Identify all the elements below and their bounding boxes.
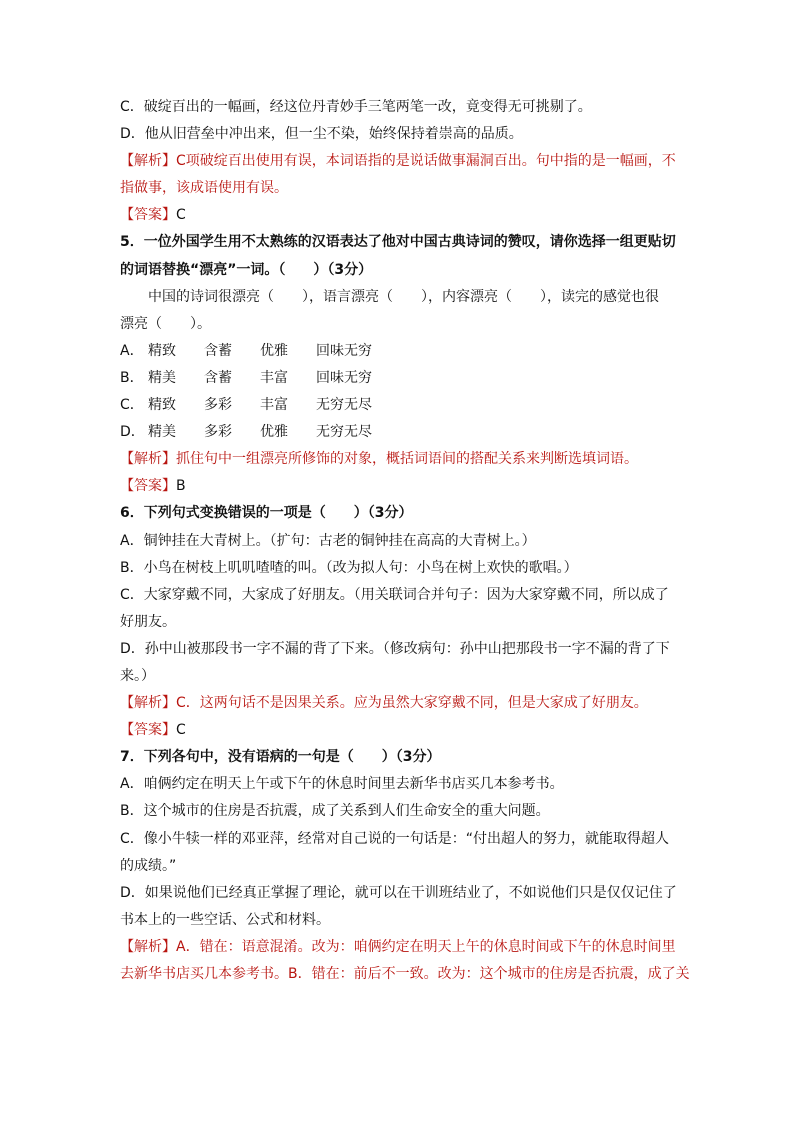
- option-letter: B．: [120, 369, 144, 386]
- analysis-line: 去新华书店买几本参考书。B．错在：前后不一致。改为：这个城市的住房是否抗震，成了关: [120, 966, 690, 982]
- option-word: 多彩: [204, 397, 232, 414]
- option-line: D．如果说他们已经真正掌握了理论，就可以在干训班结业了，不如说他们只是仅仅记住了: [120, 884, 677, 901]
- option-word: 精致: [148, 342, 176, 359]
- analysis-line: [120, 934, 676, 961]
- question-stem: 漂亮（ ）。: [120, 315, 211, 332]
- option-line: A．咱俩约定在明天上午或下午的休息时间里去新华书店买几本参考书。: [120, 776, 564, 793]
- analysis-text: C项破绽百出使用有误，本词语指的是说话做事漏洞百出。句中指的是一幅画，不: [176, 153, 676, 170]
- option-letter: D．: [120, 424, 145, 441]
- option-line: C．破绽百出的一幅画，经这位丹青妙手三笔两笔一改，竟变得无可挑剔了。: [120, 99, 592, 115]
- option-word: 精致: [148, 397, 176, 414]
- answer-text: C: [176, 207, 186, 224]
- analysis-tag: 【解析】: [120, 695, 176, 712]
- option-line: C．像小牛犊一样的邓亚萍，经常对自己说的一句话是：“付出超人的努力，就能取得超人: [120, 830, 670, 847]
- option-word: 无穷无尽: [316, 424, 372, 441]
- analysis-text: C．这两句话不是因果关系。应为虽然大家穿戴不同，但是大家成了好朋友。: [176, 695, 648, 712]
- answer-line: [120, 202, 676, 229]
- analysis-tag: 【解析】: [120, 451, 176, 468]
- option-line: A．铜钟挂在大青树上。（扩句：古老的铜钟挂在高高的大青树上。）: [120, 532, 536, 549]
- option-line: [120, 419, 676, 446]
- option-word: 含蓄: [204, 342, 232, 359]
- option-word: 无穷无尽: [316, 397, 372, 414]
- option-line: [120, 338, 676, 365]
- option-word: 多彩: [204, 424, 232, 441]
- answer-text: B: [176, 478, 186, 495]
- answer-tag: 【答案】: [120, 722, 176, 739]
- option-word: 精美: [148, 369, 176, 386]
- option-word: 丰富: [260, 397, 288, 414]
- document-content: [120, 94, 690, 988]
- analysis-tag: 【解析】: [120, 153, 176, 170]
- analysis-line: [120, 148, 676, 175]
- question-5-cont: 的词语替换“漂亮”一词。（ ）（3分）: [120, 261, 373, 278]
- analysis-text: A．错在：语意混淆。改为：咱俩约定在明天上午的休息时间或下午的休息时间里: [176, 938, 676, 955]
- option-letter: A．: [120, 342, 144, 359]
- analysis-line: 指做事，该成语使用有误。: [120, 180, 288, 197]
- option-line: 好朋友。: [120, 613, 176, 630]
- option-line: 来。）: [120, 667, 155, 684]
- option-line: 的成绩。”: [120, 857, 177, 874]
- question-stem: 中国的诗词很漂亮（ ），语言漂亮（ ），内容漂亮（ ），读完的感觉也很: [148, 288, 659, 305]
- option-word: 优雅: [260, 342, 288, 359]
- answer-line: [120, 473, 676, 500]
- question-7: 7．下列各句中，没有语病的一句是（ ）（3分）: [120, 749, 441, 766]
- option-line: C．大家穿戴不同，大家成了好朋友。（用关联词合并句子：因为大家穿戴不同，所以成了: [120, 586, 669, 603]
- analysis-line: [120, 446, 676, 473]
- option-line: B．这个城市的住房是否抗震，成了关系到人们生命安全的重大问题。: [120, 803, 550, 820]
- option-line: 书本上的一些空话、公式和材料。: [120, 911, 330, 928]
- answer-tag: 【答案】: [120, 207, 176, 224]
- option-word: 丰富: [260, 369, 288, 386]
- analysis-line: [120, 690, 676, 717]
- answer-line: [120, 717, 676, 744]
- option-line: [120, 365, 676, 392]
- option-line: B．小鸟在树枝上叽叽喳喳的叫。（改为拟人句：小鸟在树上欢快的歌唱。）: [120, 559, 578, 576]
- option-line: [120, 392, 676, 419]
- answer-tag: 【答案】: [120, 478, 176, 495]
- analysis-tag: 【解析】: [120, 938, 176, 955]
- option-word: 回味无穷: [316, 342, 372, 359]
- option-line: D．他从旧营垒中冲出来，但一尘不染，始终保持着崇高的品质。: [120, 126, 523, 143]
- option-word: 回味无穷: [316, 369, 372, 386]
- question-5: 5．一位外国学生用不太熟练的汉语表达了他对中国古典诗词的赞叹，请你选择一组更贴切: [120, 234, 676, 251]
- option-word: 优雅: [260, 424, 288, 441]
- option-line: D．孙中山被那段书一字不漏的背了下来。（修改病句：孙中山把那段书一字不漏的背了下: [120, 640, 670, 657]
- analysis-text: 抓住句中一组漂亮所修饰的对象，概括词语间的搭配关系来判断选填词语。: [176, 451, 638, 468]
- answer-text: C: [176, 722, 186, 739]
- question-6: 6．下列句式变换错误的一项是（ ）（3分）: [120, 505, 413, 522]
- option-letter: C．: [120, 397, 144, 414]
- option-word: 含蓄: [204, 369, 232, 386]
- option-word: 精美: [148, 424, 176, 441]
